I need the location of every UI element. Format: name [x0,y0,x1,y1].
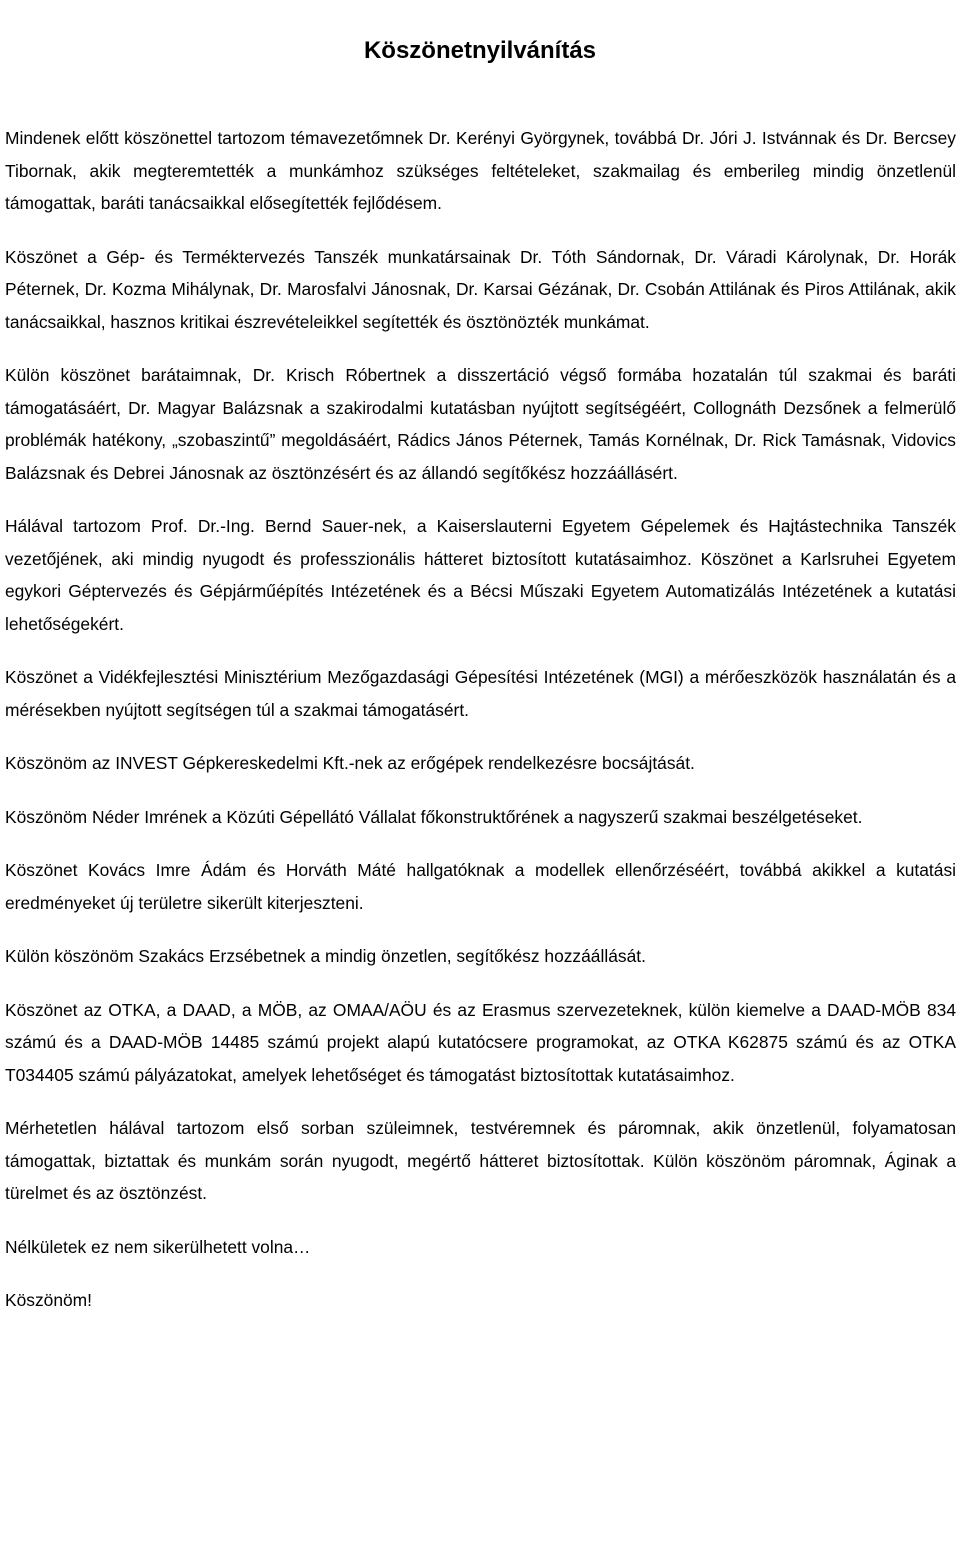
paragraph-students: Köszönet Kovács Imre Ádám és Horváth Máté hallgatóknak a modellek ellenőrzéséért, továbbá akikkel a kutatási eredményeket új területre sikerült kiterjeszteni. [5,860,956,913]
paragraph-department-colleagues: Köszönet a Gép- és Terméktervezés Tanszék munkatársainak Dr. Tóth Sándornak, Dr. Váradi Károlynak, Dr. Horák Péternek, Dr. Kozma Mihálynak, Dr. Marosfalvi Jánosnak, Dr. Karsai Gézának, Dr. Csobán Attilának és Piros Attilának, akik tanácsaikkal, hasznos kritikai észrevételeikkel segítették és ösztönözték munkámat. [5,246,956,332]
paragraph-family: Mérhetetlen hálával tartozom első sorban szüleimnek, testvéremnek és páromnak, akik önzetlenül, folyamatosan támogattak, biztattak és munkám során nyugodt, megértő hátteret biztosítottak. Külön köszönöm páromnak, Áginak a türelmet és az ösztönzést. [5,1118,956,1203]
paragraph-closing-line: Nélkületek ez nem sikerülhetett volna… [5,1236,311,1257]
paragraph-friends: Külön köszönet barátaimnak, Dr. Krisch Róbertnek a disszertáció végső formába hozatalán túl szakmai és baráti támogatásáért, Dr. Magyar Balázsnak a szakirodalmi kutatásban nyújtott segítségéért, Collognáth Dezsőnek a felmerülő problémák hatékony, „szobaszintű” megoldásáért, Rádics János Péternek, Tamás Kornélnak, Dr. Rick Tamásnak, Vidovics Balázsnak és Debrei Jánosnak az ösztönzésért és az állandó segítőkész hozzáállásért. [5,365,956,483]
paragraph-thanks: Köszönöm! [5,1290,92,1310]
paragraph-supervisors: Mindenek előtt köszönettel tartozom témavezetőmnek Dr. Kerényi Györgynek, továbbá Dr. Jóri J. Istvánnak és Dr. Bercsey Tibornak, akik megteremtették a munkámhoz szükséges feltételeket, szakmailag és emberileg mindig önzetlenül támogattak, baráti tanácsaikkal elősegítették fejlődésem. [5,128,956,213]
page-title: Köszönetnyilvánítás [363,37,597,64]
paragraph-universities: Hálával tartozom Prof. Dr.-Ing. Bernd Sauer-nek, a Kaiserslauterni Egyetem Gépelemek és Hajtástechnika Tanszék vezetőjének, aki mindig nyugodt és professzionális hátteret biztosított kutatásaimhoz. Köszönet a Karlsruhei Egyetem egykori Géptervezés és Gépjárműépítés Intézetének és a Bécsi Műszaki Egyetem Automatizálás Intézetének a kutatási lehetőségekért. [5,516,956,634]
paragraph-ministry: Köszönet a Vidékfejlesztési Minisztérium Mezőgazdasági Gépesítési Intézetének (MGI) a mérőeszközök használatán és a mérésekben nyújtott segítségen túl a szakmai támogatásért. [5,667,956,720]
paragraph-szakacs: Külön köszönöm Szakács Erzsébetnek a mindig önzetlen, segítőkész hozzáállását. [5,946,646,966]
paragraph-invest: Köszönöm az INVEST Gépkereskedelmi Kft.-nek az erőgépek rendelkezésre bocsájtását. [5,753,695,773]
document-body [5,122,956,1338]
paragraph-funding: Köszönet az OTKA, a DAAD, a MÖB, az OMAA/AÖU és az Erasmus szervezeteknek, külön kiemelve a DAAD-MÖB 834 számú és a DAAD-MÖB 14485 számú projekt alapú kutatócsere programokat, az OTKA K62875 számú és az OTKA T034405 számú pályázatokat, amelyek lehetőséget és támogatást biztosítottak kutatásaimhoz. [5,999,956,1085]
paragraph-neder: Köszönöm Néder Imrének a Közúti Gépellátó Vállalat főkonstruktőrének a nagyszerű szakmai beszélgetéseket. [5,806,863,827]
